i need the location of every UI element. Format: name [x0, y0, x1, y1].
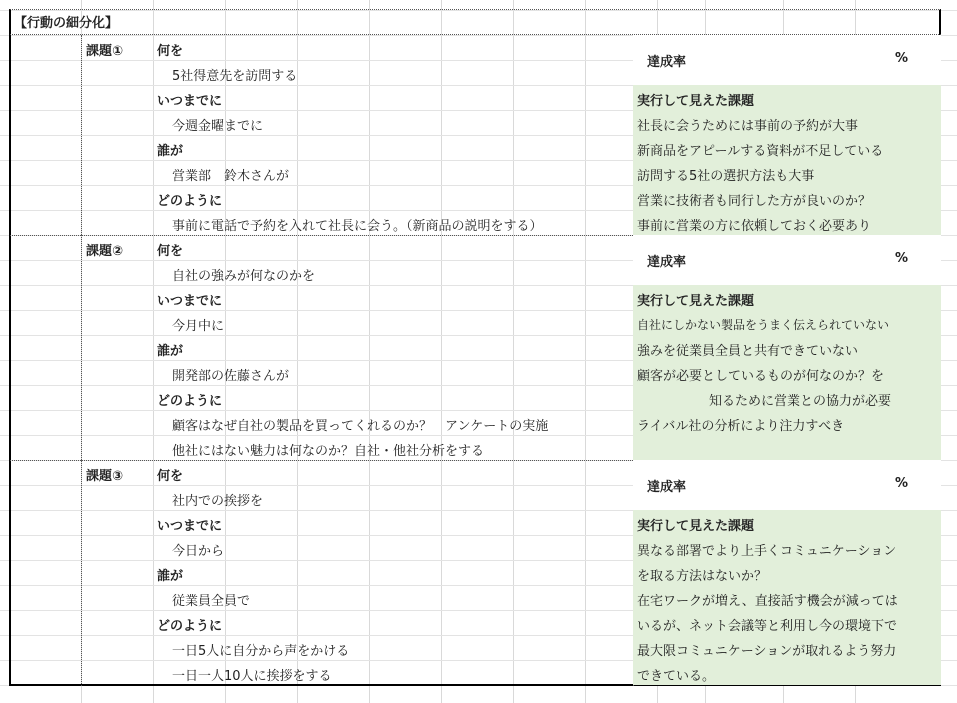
findings-heading: 実行して見えた課題 — [637, 294, 755, 309]
finding-line[interactable]: 顧客が必要としているものが何なのか？を — [637, 369, 885, 384]
by-when-label: いつまでに — [157, 294, 223, 309]
findings-panel — [633, 85, 941, 235]
finding-line[interactable]: 社長に会うためには事前の予約が大事 — [637, 119, 859, 134]
what-value[interactable]: 自社の強みが何なのかを — [172, 269, 316, 284]
divider — [81, 35, 82, 235]
achievement-rate-label: 達成率 — [647, 55, 687, 70]
finding-line[interactable]: できている。 — [637, 669, 716, 684]
by-when-label: いつまでに — [157, 519, 223, 534]
divider — [81, 460, 82, 686]
how-value[interactable]: 事前に電話で予約を入れて社長に会う。（新商品の説明をする） — [172, 219, 543, 234]
finding-line[interactable]: 自社にしかない製品をうまく伝えられていない — [637, 318, 890, 332]
finding-line[interactable]: 新商品をアピールする資料が不足している — [637, 144, 884, 159]
findings-heading: 実行して見えた課題 — [637, 519, 755, 534]
how-value[interactable]: 一日一人10人に挨拶をする — [172, 669, 332, 684]
what-label: 何を — [157, 244, 184, 259]
how-label: どのように — [157, 394, 223, 409]
who-label: 誰が — [157, 344, 184, 359]
percent-unit: % — [895, 476, 909, 491]
percent-unit: % — [895, 51, 909, 66]
who-label: 誰が — [157, 569, 184, 584]
what-value[interactable]: 5社得意先を訪問する — [172, 69, 298, 84]
by-when-value[interactable]: 今週金曜までに — [172, 119, 264, 134]
task-name: 課題① — [86, 44, 124, 59]
what-value[interactable]: 社内での挨拶を — [172, 494, 264, 509]
finding-line[interactable]: いるが、ネット会議等と利用し今の環境下で — [637, 619, 898, 634]
task-name: 課題② — [86, 244, 124, 259]
finding-line[interactable]: 訪問する5社の選択方法も大事 — [637, 169, 815, 184]
finding-line[interactable]: 知るために営業との協力が必要 — [709, 394, 892, 409]
finding-line[interactable]: 在宅ワークが増え、直接話す機会が減っては — [637, 594, 898, 609]
who-value[interactable]: 営業部 鈴木さんが — [172, 169, 290, 184]
how-value[interactable]: 一日5人に自分から声をかける — [172, 644, 350, 659]
achievement-rate-label: 達成率 — [647, 255, 687, 270]
who-label: 誰が — [157, 144, 184, 159]
divider — [81, 235, 82, 460]
by-when-value[interactable]: 今月中に — [172, 319, 225, 334]
how-label: どのように — [157, 194, 223, 209]
achievement-rate-label: 達成率 — [647, 480, 687, 495]
findings-panel — [633, 285, 941, 460]
achievement-rate-cell[interactable] — [633, 460, 941, 510]
finding-line[interactable]: ライバル社の分析により注力すべき — [637, 419, 845, 434]
achievement-rate-cell[interactable] — [633, 35, 941, 85]
findings-panel — [633, 510, 941, 685]
who-value[interactable]: 開発部の佐藤さんが — [172, 369, 290, 384]
what-label: 何を — [157, 44, 184, 59]
how-label: どのように — [157, 619, 223, 634]
what-label: 何を — [157, 469, 184, 484]
finding-line[interactable]: 営業に技術者も同行した方が良いのか？ — [637, 194, 872, 209]
finding-line[interactable]: 異なる部署でより上手くコミュニケーション — [637, 544, 897, 559]
sheet-title: 【行動の細分化】 — [14, 16, 119, 31]
findings-heading: 実行して見えた課題 — [637, 94, 755, 109]
achievement-rate-cell[interactable] — [633, 235, 941, 285]
finding-line[interactable]: 最大限コミュニケーションが取れるよう努力 — [637, 644, 897, 659]
finding-line[interactable]: 強みを従業員全員と共有できていない — [637, 344, 859, 359]
by-when-value[interactable]: 今日から — [172, 544, 225, 559]
percent-unit: % — [895, 251, 909, 266]
finding-line[interactable]: を取る方法はないか？ — [637, 569, 768, 584]
who-value[interactable]: 従業員全員で — [172, 594, 251, 609]
how-value[interactable]: 顧客はなぜ自社の製品を買ってくれるのか？ アンケートの実施 — [172, 419, 549, 434]
how-value[interactable]: 他社にはない魅力は何なのか？自社・他社分析をする — [172, 444, 485, 459]
task-name: 課題③ — [86, 469, 124, 484]
finding-line[interactable]: 事前に営業の方に依頼しておく必要あり — [637, 219, 872, 234]
by-when-label: いつまでに — [157, 94, 223, 109]
